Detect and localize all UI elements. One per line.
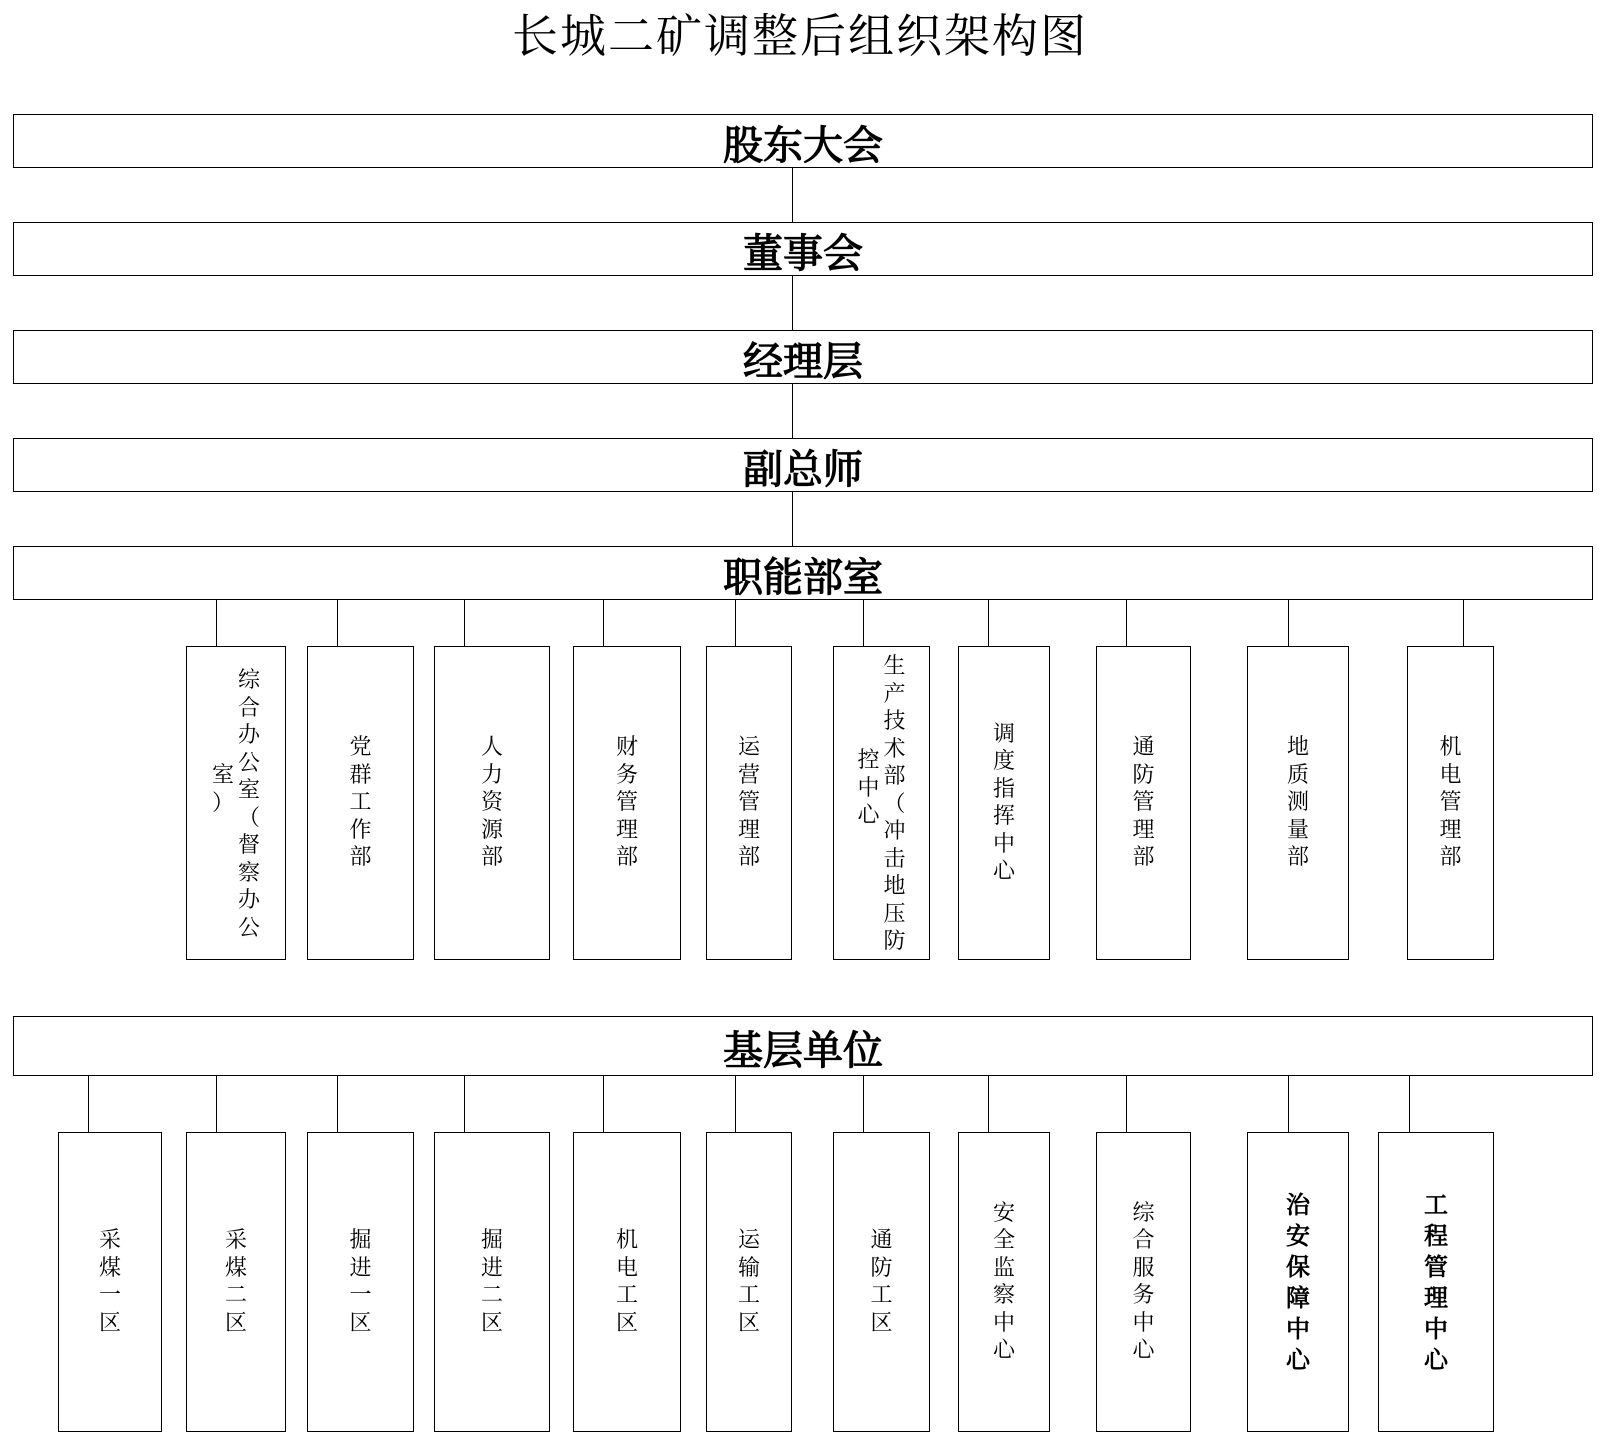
department-connector — [603, 600, 604, 646]
unit-connector — [988, 1076, 989, 1132]
department-connector — [1288, 600, 1289, 646]
level-label: 副总师 — [743, 446, 863, 493]
unit-box — [186, 1132, 286, 1432]
unit-connector — [216, 1076, 217, 1132]
department-label-column: 通 防 管 理 部 — [1132, 735, 1155, 871]
unit-label: 通 防 工 区 — [870, 1228, 893, 1336]
unit-connector — [1126, 1076, 1127, 1132]
unit-label: 综 合 服 务 中 心 — [1132, 1200, 1155, 1363]
level-box-2 — [13, 222, 1593, 276]
department-label-column: 人 力 资 源 部 — [480, 735, 503, 871]
level-box-1 — [13, 114, 1593, 168]
unit-connector — [1409, 1076, 1410, 1132]
unit-connector — [1288, 1076, 1289, 1132]
units-header-label: 基层单位 — [723, 1027, 883, 1074]
unit-label: 安 全 监 察 中 心 — [992, 1200, 1015, 1363]
unit-box — [434, 1132, 550, 1432]
department-connector — [1126, 600, 1127, 646]
department-label-column: 运 营 管 理 部 — [737, 735, 760, 871]
unit-label: 采 煤 二 区 — [224, 1228, 247, 1336]
units-header-box — [13, 1016, 1593, 1076]
level-connector — [792, 276, 793, 330]
department-connector — [1463, 600, 1464, 646]
department-box — [706, 646, 792, 960]
unit-box — [1247, 1132, 1349, 1432]
department-label-column: 室 ） — [211, 763, 234, 816]
level-label: 职能部室 — [723, 554, 883, 601]
unit-box — [58, 1132, 162, 1432]
unit-label: 掘 进 一 区 — [349, 1228, 372, 1336]
department-label-column: 控 中 心 — [857, 748, 880, 828]
department-connector — [735, 600, 736, 646]
unit-label: 采 煤 一 区 — [98, 1228, 121, 1336]
department-box — [1407, 646, 1494, 960]
level-label: 经理层 — [743, 338, 863, 385]
unit-box — [1378, 1132, 1494, 1432]
unit-label: 掘 进 二 区 — [480, 1228, 503, 1336]
level-connector — [792, 384, 793, 438]
level-box-3 — [13, 330, 1593, 384]
unit-label: 运 输 工 区 — [737, 1228, 760, 1336]
department-label-column: 党 群 工 作 部 — [349, 735, 372, 871]
department-label-column: 地 质 测 量 部 — [1286, 735, 1309, 871]
department-box — [1247, 646, 1349, 960]
unit-label: 工 程 管 理 中 心 — [1424, 1190, 1448, 1374]
department-label-column: 综 合 办 公 室 （ 督 察 办 公 — [237, 668, 260, 941]
level-label: 股东大会 — [723, 122, 883, 169]
level-box-4 — [13, 438, 1593, 492]
department-label-column: 机 电 管 理 部 — [1439, 735, 1462, 871]
unit-box — [958, 1132, 1050, 1432]
department-label-column: 财 务 管 理 部 — [615, 735, 638, 871]
department-box — [833, 646, 930, 960]
department-box — [1096, 646, 1191, 960]
unit-box — [307, 1132, 414, 1432]
unit-box — [833, 1132, 930, 1432]
unit-connector — [88, 1076, 89, 1132]
department-box — [573, 646, 681, 960]
department-box — [186, 646, 286, 960]
unit-box — [706, 1132, 792, 1432]
department-box — [958, 646, 1050, 960]
unit-box — [573, 1132, 681, 1432]
department-label-column: 调 度 指 挥 中 心 — [992, 721, 1015, 884]
department-connector — [337, 600, 338, 646]
department-label-column: 生 产 技 术 部 （ 冲 击 地 压 防 — [883, 654, 906, 954]
unit-connector — [863, 1076, 864, 1132]
level-connector — [792, 168, 793, 222]
unit-label: 机 电 工 区 — [615, 1228, 638, 1336]
department-connector — [216, 600, 217, 646]
department-box — [307, 646, 414, 960]
level-connector — [792, 492, 793, 546]
level-label: 董事会 — [743, 230, 863, 277]
level-box-5 — [13, 546, 1593, 600]
department-connector — [464, 600, 465, 646]
unit-connector — [603, 1076, 604, 1132]
unit-label: 治 安 保 障 中 心 — [1286, 1190, 1310, 1374]
unit-connector — [464, 1076, 465, 1132]
unit-connector — [735, 1076, 736, 1132]
chart-title: 长城二矿调整后组织架构图 — [512, 9, 1088, 63]
department-box — [434, 646, 550, 960]
department-connector — [988, 600, 989, 646]
unit-connector — [337, 1076, 338, 1132]
department-connector — [863, 600, 864, 646]
unit-box — [1096, 1132, 1191, 1432]
